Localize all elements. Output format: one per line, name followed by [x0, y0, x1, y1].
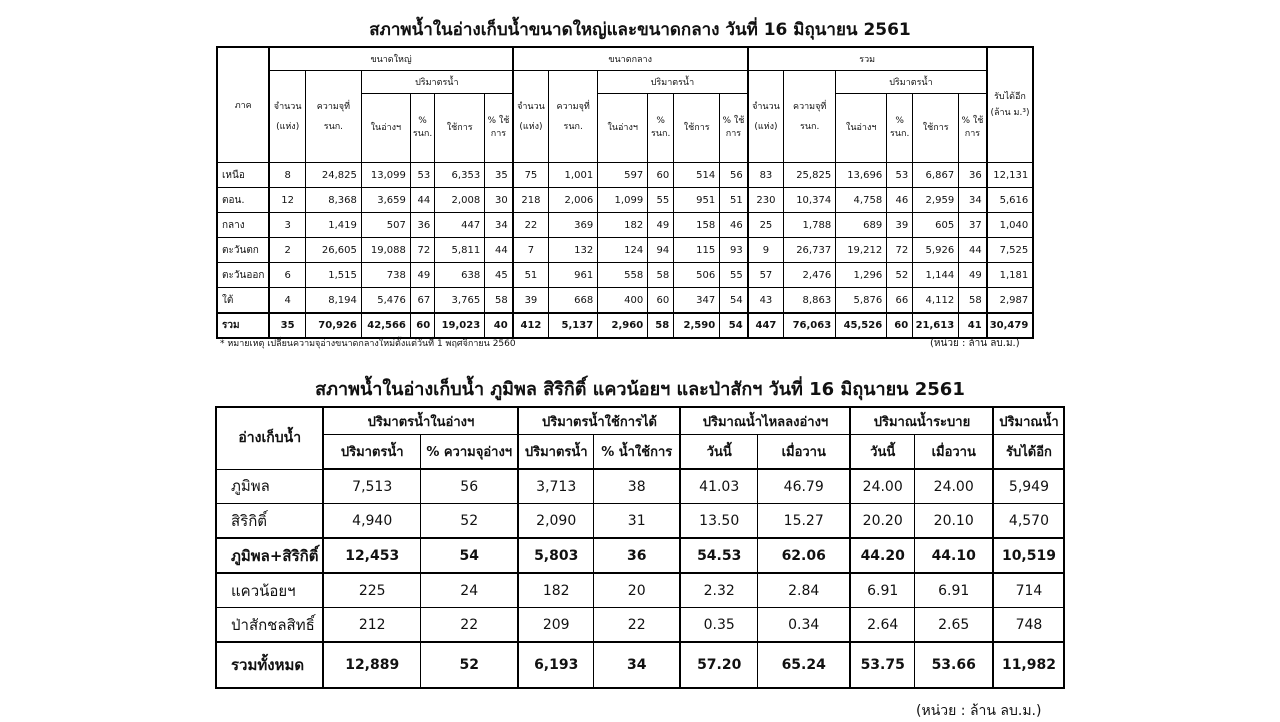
- dam-name: แควน้อยฯ: [216, 573, 323, 608]
- header-region: ภาค: [217, 47, 269, 163]
- table-cell: 10,519: [993, 538, 1064, 573]
- table-cell: 347: [674, 288, 720, 314]
- major-dams-table: [215, 406, 1065, 689]
- table-cell: 42,566: [361, 313, 410, 338]
- table-cell: 3,713: [518, 469, 593, 504]
- table-row: [216, 642, 1064, 688]
- reservoir-region-table: [216, 46, 1034, 339]
- table-cell: 369: [549, 213, 598, 238]
- table-cell: 11,982: [993, 642, 1064, 688]
- header-volume: ปริมาตรน้ำในอ่างฯ: [323, 407, 518, 435]
- header-total: รวม: [748, 47, 987, 71]
- table-cell: 62.06: [757, 538, 850, 573]
- table-cell: 8: [269, 163, 305, 188]
- region-name: ตะวันออก: [217, 263, 269, 288]
- header-pct-usable: % ใช้การ: [485, 94, 513, 163]
- table-row: [217, 288, 1033, 314]
- header-accept-group: ปริมาณน้ำ: [993, 407, 1064, 435]
- table-cell: 52: [887, 263, 913, 288]
- table-cell: 689: [836, 213, 887, 238]
- table-cell: 748: [993, 608, 1064, 643]
- table-cell: 41.03: [680, 469, 757, 504]
- header-inflow: ปริมาณน้ำไหลลงอ่างฯ: [680, 407, 850, 435]
- sub-pct-usable: % น้ำใช้การ: [593, 435, 680, 470]
- header-capacity: ความจุที่ รนก.: [305, 71, 361, 163]
- sub-accept: รับได้อีก: [993, 435, 1064, 470]
- region-name: รวม: [217, 313, 269, 338]
- table-row: [216, 573, 1064, 608]
- table-cell: 52: [420, 642, 518, 688]
- table-cell: 55: [648, 188, 674, 213]
- table-cell: 15.27: [757, 504, 850, 539]
- table-cell: 7: [513, 238, 549, 263]
- header-count: จำนวน (แห่ง): [513, 71, 549, 163]
- table-cell: 83: [748, 163, 784, 188]
- table-cell: 24.00: [850, 469, 914, 504]
- table-cell: 35: [269, 313, 305, 338]
- table-cell: 93: [720, 238, 748, 263]
- table-cell: 2,959: [913, 188, 959, 213]
- table-cell: 13.50: [680, 504, 757, 539]
- sub-pct-capacity: % ความจุอ่างฯ: [420, 435, 518, 470]
- table-cell: 6: [269, 263, 305, 288]
- table-cell: 36: [959, 163, 987, 188]
- table-cell: 961: [549, 263, 598, 288]
- table-cell: 182: [598, 213, 648, 238]
- table-cell: 12: [269, 188, 305, 213]
- table-cell: 56: [420, 469, 518, 504]
- header-pct-capacity: % รนก.: [410, 94, 434, 163]
- table-cell: 2.65: [914, 608, 993, 643]
- table-cell: 1,788: [784, 213, 836, 238]
- table-cell: 4,940: [323, 504, 420, 539]
- table-cell: 8,368: [305, 188, 361, 213]
- table-cell: 45,526: [836, 313, 887, 338]
- table-cell: 5,137: [549, 313, 598, 338]
- table-cell: 46: [720, 213, 748, 238]
- table-cell: 8,863: [784, 288, 836, 314]
- table2-title: สภาพน้ำในอ่างเก็บน้ำ ภูมิพล สิริกิติ์ แควน้อยฯ และป่าสักฯ วันที่ 16 มิถุนายน 2561: [315, 379, 965, 400]
- table-cell: 76,063: [784, 313, 836, 338]
- table-row: [217, 313, 1033, 338]
- table-cell: 5,616: [987, 188, 1034, 213]
- table-cell: 400: [598, 288, 648, 314]
- table-cell: 51: [513, 263, 549, 288]
- table-cell: 26,737: [784, 238, 836, 263]
- table-cell: 1,419: [305, 213, 361, 238]
- header-capacity: ความจุที่ รนก.: [549, 71, 598, 163]
- table-cell: 9: [748, 238, 784, 263]
- table-cell: 2,006: [549, 188, 598, 213]
- sub-release-today: วันนี้: [850, 435, 914, 470]
- table-cell: 1,040: [987, 213, 1034, 238]
- table-cell: 1,181: [987, 263, 1034, 288]
- table-cell: 2.32: [680, 573, 757, 608]
- table-cell: 0.34: [757, 608, 850, 643]
- header-capacity: ความจุที่ รนก.: [784, 71, 836, 163]
- table-cell: 58: [959, 288, 987, 314]
- table-cell: 35: [485, 163, 513, 188]
- header-instore: ในอ่างฯ: [598, 94, 648, 163]
- table-cell: 52: [420, 504, 518, 539]
- table-cell: 60: [410, 313, 434, 338]
- header-medium: ขนาดกลาง: [513, 47, 748, 71]
- table-cell: 132: [549, 238, 598, 263]
- table-cell: 507: [361, 213, 410, 238]
- table-cell: 12,131: [987, 163, 1034, 188]
- table-cell: 2,090: [518, 504, 593, 539]
- table-cell: 5,949: [993, 469, 1064, 504]
- header-pct-capacity: % รนก.: [648, 94, 674, 163]
- table-cell: 12,453: [323, 538, 420, 573]
- table-cell: 58: [648, 263, 674, 288]
- table-cell: 738: [361, 263, 410, 288]
- header-pct-usable: % ใช้การ: [720, 94, 748, 163]
- table-cell: 5,876: [836, 288, 887, 314]
- header-count: จำนวน (แห่ง): [269, 71, 305, 163]
- table-cell: 1,296: [836, 263, 887, 288]
- table-cell: 53.66: [914, 642, 993, 688]
- table-cell: 447: [435, 213, 485, 238]
- table-cell: 72: [887, 238, 913, 263]
- table-cell: 49: [959, 263, 987, 288]
- table-cell: 41: [959, 313, 987, 338]
- table-cell: 57: [748, 263, 784, 288]
- table-row: [217, 188, 1033, 213]
- table-cell: 31: [593, 504, 680, 539]
- table-cell: 3,765: [435, 288, 485, 314]
- table-cell: 39: [513, 288, 549, 314]
- header-accept: รับได้อีก (ล้าน ม.³): [987, 47, 1034, 163]
- table-cell: 209: [518, 608, 593, 643]
- header-release: ปริมาณน้ำระบาย: [850, 407, 993, 435]
- table-cell: 34: [593, 642, 680, 688]
- table-cell: 0.35: [680, 608, 757, 643]
- table-cell: 2,476: [784, 263, 836, 288]
- table2-unit: (หน่วย : ล้าน ลบ.ม.): [916, 703, 1042, 719]
- header-pct-usable: % ใช้การ: [959, 94, 987, 163]
- table-cell: 36: [593, 538, 680, 573]
- table-cell: 75: [513, 163, 549, 188]
- table-cell: 19,212: [836, 238, 887, 263]
- sub-inflow-today: วันนี้: [680, 435, 757, 470]
- table-row: [217, 163, 1033, 188]
- table-cell: 506: [674, 263, 720, 288]
- table-cell: 54: [720, 288, 748, 314]
- table-cell: 67: [410, 288, 434, 314]
- table-cell: 19,023: [435, 313, 485, 338]
- header-water: ปริมาตรน้ำ: [598, 71, 748, 94]
- dam-name: สิริกิติ์: [216, 504, 323, 539]
- table-cell: 13,099: [361, 163, 410, 188]
- table-cell: 94: [648, 238, 674, 263]
- table-row: [216, 608, 1064, 643]
- header-water: ปริมาตรน้ำ: [361, 71, 512, 94]
- table-cell: 30: [485, 188, 513, 213]
- table-cell: 218: [513, 188, 549, 213]
- table-cell: 24,825: [305, 163, 361, 188]
- table-row: [216, 504, 1064, 539]
- table-cell: 2: [269, 238, 305, 263]
- table-cell: 25: [748, 213, 784, 238]
- table-cell: 5,811: [435, 238, 485, 263]
- table-cell: 34: [485, 213, 513, 238]
- sub-usable-volume: ปริมาตรน้ำ: [518, 435, 593, 470]
- table-cell: 714: [993, 573, 1064, 608]
- table-cell: 447: [748, 313, 784, 338]
- table-cell: 44: [485, 238, 513, 263]
- table-cell: 1,099: [598, 188, 648, 213]
- table-cell: 412: [513, 313, 549, 338]
- table-cell: 1,001: [549, 163, 598, 188]
- table-cell: 13,696: [836, 163, 887, 188]
- table-cell: 51: [720, 188, 748, 213]
- table-cell: 2,987: [987, 288, 1034, 314]
- table-cell: 225: [323, 573, 420, 608]
- table-cell: 43: [748, 288, 784, 314]
- table-cell: 20: [593, 573, 680, 608]
- table-cell: 70,926: [305, 313, 361, 338]
- table-cell: 22: [513, 213, 549, 238]
- table-cell: 20.10: [914, 504, 993, 539]
- region-name: ตะวันตก: [217, 238, 269, 263]
- table-cell: 60: [887, 313, 913, 338]
- table-cell: 668: [549, 288, 598, 314]
- table-cell: 597: [598, 163, 648, 188]
- table-cell: 158: [674, 213, 720, 238]
- table-cell: 44: [959, 238, 987, 263]
- table-cell: 4,758: [836, 188, 887, 213]
- table-cell: 21,613: [913, 313, 959, 338]
- header-usable: ใช้การ: [913, 94, 959, 163]
- table-cell: 124: [598, 238, 648, 263]
- table-cell: 4: [269, 288, 305, 314]
- region-name: ตอน.: [217, 188, 269, 213]
- table-cell: 5,476: [361, 288, 410, 314]
- table-row: [217, 213, 1033, 238]
- table-cell: 5,926: [913, 238, 959, 263]
- dam-name: ป่าสักชลสิทธิ์: [216, 608, 323, 643]
- table-cell: 6.91: [914, 573, 993, 608]
- header-usable: ใช้การ: [674, 94, 720, 163]
- table-cell: 55: [720, 263, 748, 288]
- table-cell: 44.10: [914, 538, 993, 573]
- header-usable: ใช้การ: [435, 94, 485, 163]
- table-cell: 54.53: [680, 538, 757, 573]
- header-usable-volume: ปริมาตรน้ำใช้การได้: [518, 407, 680, 435]
- table-cell: 24: [420, 573, 518, 608]
- sub-volume: ปริมาตรน้ำ: [323, 435, 420, 470]
- table-cell: 558: [598, 263, 648, 288]
- table-cell: 24.00: [914, 469, 993, 504]
- table-cell: 53: [887, 163, 913, 188]
- table1-title: สภาพน้ำในอ่างเก็บน้ำขนาดใหญ่และขนาดกลาง วันที่ 16 มิถุนายน 2561: [369, 20, 911, 40]
- table-cell: 44.20: [850, 538, 914, 573]
- table-cell: 40: [485, 313, 513, 338]
- table-cell: 182: [518, 573, 593, 608]
- table-cell: 54: [720, 313, 748, 338]
- table-cell: 56: [720, 163, 748, 188]
- table-cell: 638: [435, 263, 485, 288]
- table1-note: * หมายเหตุ เปลี่ยนความจุอ่างขนาดกลางใหม่ตั้งแต่วันที่ 1 พฤศจิกายน 2560: [220, 339, 516, 349]
- header-large: ขนาดใหญ่: [269, 47, 512, 71]
- table-row: [216, 469, 1064, 504]
- table-cell: 230: [748, 188, 784, 213]
- table-cell: 54: [420, 538, 518, 573]
- table-cell: 49: [410, 263, 434, 288]
- table-cell: 53: [410, 163, 434, 188]
- table-cell: 25,825: [784, 163, 836, 188]
- header-count: จำนวน (แห่ง): [748, 71, 784, 163]
- table-cell: 60: [648, 288, 674, 314]
- table-cell: 8,194: [305, 288, 361, 314]
- dam-name: รวมทั้งหมด: [216, 642, 323, 688]
- table-cell: 45: [485, 263, 513, 288]
- table-cell: 6,353: [435, 163, 485, 188]
- table-cell: 951: [674, 188, 720, 213]
- table-cell: 37: [959, 213, 987, 238]
- table-cell: 22: [593, 608, 680, 643]
- table-cell: 26,605: [305, 238, 361, 263]
- region-name: กลาง: [217, 213, 269, 238]
- dam-name: ภูมิพล: [216, 469, 323, 504]
- table-cell: 34: [959, 188, 987, 213]
- header-water: ปริมาตรน้ำ: [836, 71, 987, 94]
- table-cell: 22: [420, 608, 518, 643]
- table-cell: 72: [410, 238, 434, 263]
- header-dam: อ่างเก็บน้ำ: [216, 407, 323, 469]
- header-instore: ในอ่างฯ: [836, 94, 887, 163]
- table-cell: 2.84: [757, 573, 850, 608]
- region-name: เหนือ: [217, 163, 269, 188]
- table-cell: 60: [648, 163, 674, 188]
- table-cell: 7,513: [323, 469, 420, 504]
- table-cell: 1,515: [305, 263, 361, 288]
- table-cell: 58: [648, 313, 674, 338]
- table-cell: 1,144: [913, 263, 959, 288]
- table-cell: 4,570: [993, 504, 1064, 539]
- table-cell: 44: [410, 188, 434, 213]
- table-cell: 6,867: [913, 163, 959, 188]
- sub-release-yesterday: เมื่อวาน: [914, 435, 993, 470]
- dam-name: ภูมิพล+สิริกิติ์: [216, 538, 323, 573]
- table-cell: 5,803: [518, 538, 593, 573]
- table-row: [217, 263, 1033, 288]
- table-cell: 3,659: [361, 188, 410, 213]
- table-cell: 2,590: [674, 313, 720, 338]
- table-cell: 3: [269, 213, 305, 238]
- table-cell: 36: [410, 213, 434, 238]
- table-cell: 115: [674, 238, 720, 263]
- table-cell: 49: [648, 213, 674, 238]
- table-cell: 57.20: [680, 642, 757, 688]
- table-cell: 605: [913, 213, 959, 238]
- sub-inflow-yesterday: เมื่อวาน: [757, 435, 850, 470]
- table-cell: 514: [674, 163, 720, 188]
- table-cell: 20.20: [850, 504, 914, 539]
- table-cell: 19,088: [361, 238, 410, 263]
- table-cell: 6.91: [850, 573, 914, 608]
- header-instore: ในอ่างฯ: [361, 94, 410, 163]
- table-cell: 7,525: [987, 238, 1034, 263]
- table-cell: 30,479: [987, 313, 1034, 338]
- region-name: ใต้: [217, 288, 269, 314]
- table-row: [216, 538, 1064, 573]
- table-cell: 39: [887, 213, 913, 238]
- header-pct-capacity: % รนก.: [887, 94, 913, 163]
- table1-unit: (หน่วย : ล้าน ลบ.ม.): [930, 338, 1020, 349]
- table-cell: 2,008: [435, 188, 485, 213]
- table-cell: 53.75: [850, 642, 914, 688]
- table-cell: 6,193: [518, 642, 593, 688]
- table-cell: 12,889: [323, 642, 420, 688]
- table-cell: 46.79: [757, 469, 850, 504]
- table-cell: 2,960: [598, 313, 648, 338]
- table-cell: 46: [887, 188, 913, 213]
- table-cell: 58: [485, 288, 513, 314]
- table-cell: 4,112: [913, 288, 959, 314]
- table-cell: 2.64: [850, 608, 914, 643]
- table-cell: 66: [887, 288, 913, 314]
- table-row: [217, 238, 1033, 263]
- table-cell: 65.24: [757, 642, 850, 688]
- table-cell: 10,374: [784, 188, 836, 213]
- table-cell: 212: [323, 608, 420, 643]
- table-cell: 38: [593, 469, 680, 504]
